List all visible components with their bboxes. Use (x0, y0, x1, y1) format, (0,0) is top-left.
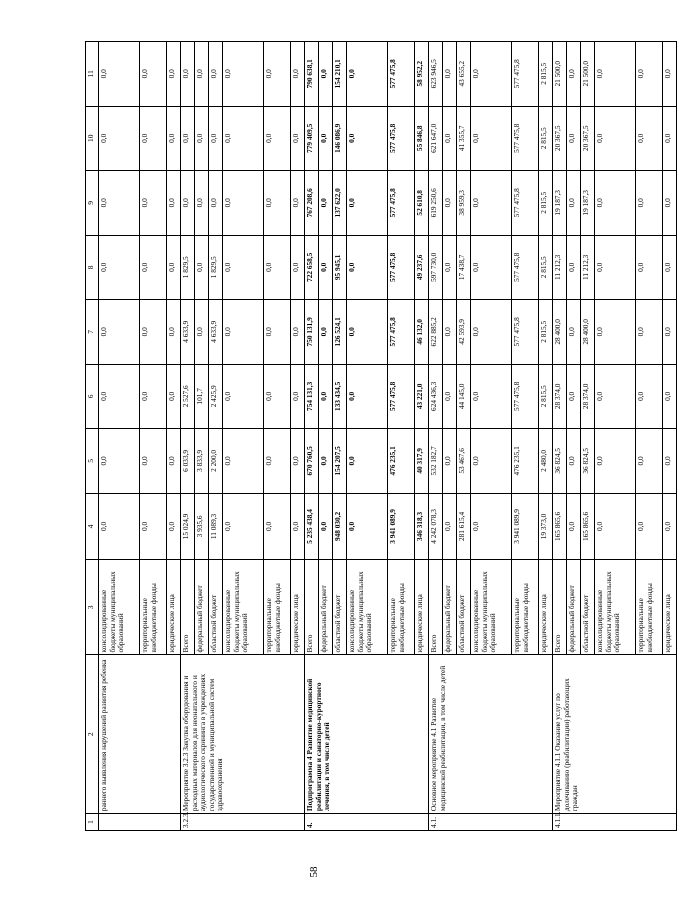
amount-cell: 41 355,7 (457, 106, 471, 171)
funding-source: федеральный бюджет (195, 560, 209, 655)
amount-cell: 0,0 (291, 42, 305, 107)
amount-cell: 0,0 (264, 42, 291, 107)
amount-cell: 0,0 (567, 42, 581, 107)
amount-cell: 0,0 (567, 300, 581, 365)
amount-cell: 133 434,5 (333, 364, 347, 429)
amount-cell: 577 475,8 (388, 171, 415, 236)
amount-cell: 0,0 (347, 429, 388, 494)
amount-cell: 722 658,5 (305, 235, 319, 300)
amount-cell: 624 436,3 (429, 364, 443, 429)
amount-cell: 0,0 (347, 364, 388, 429)
header-cell: 2 (86, 655, 99, 814)
amount-cell: 0,0 (595, 429, 636, 494)
amount-cell: 0,0 (636, 106, 663, 171)
header-cell: 9 (86, 171, 99, 236)
amount-cell: 0,0 (471, 429, 512, 494)
funding-source: областной бюджет (209, 560, 223, 655)
amount-cell: 577 475,8 (388, 106, 415, 171)
amount-cell: 0,0 (443, 493, 457, 560)
item-number: 3.2.3. (181, 814, 305, 831)
funding-source: областной бюджет (333, 560, 347, 655)
table-row (99, 42, 140, 831)
amount-cell: 0,0 (567, 106, 581, 171)
amount-cell: 0,0 (595, 364, 636, 429)
amount-cell: 53 467,6 (457, 429, 471, 494)
amount-cell: 0,0 (663, 235, 677, 300)
amount-cell: 28 400,0 (581, 300, 595, 365)
amount-cell: 40 317,9 (415, 429, 429, 494)
amount-cell: 2 425,9 (209, 364, 223, 429)
amount-cell: 0,0 (140, 42, 167, 107)
amount-cell: 2 815,5 (539, 171, 553, 236)
item-name: Подпрограмма 4 Развитие медицинской реабилитации и санаторно-курортного лечения, в том числе детей (305, 655, 429, 814)
amount-cell: 44 145,0 (457, 364, 471, 429)
amount-cell: 0,0 (663, 364, 677, 429)
amount-cell: 0,0 (195, 42, 209, 107)
item-name: Мероприятие 4.1.1 Оказание услуг по долечиванию (реабилитации) работающих граждан (553, 655, 677, 814)
amount-cell: 28 374,0 (553, 364, 567, 429)
amount-cell: 0,0 (636, 235, 663, 300)
amount-cell: 17 438,7 (457, 235, 471, 300)
amount-cell: 0,0 (181, 42, 195, 107)
amount-cell: 0,0 (223, 235, 264, 300)
amount-cell: 0,0 (347, 493, 388, 560)
amount-cell: 0,0 (595, 106, 636, 171)
amount-cell: 0,0 (99, 300, 140, 365)
amount-cell: 38 959,3 (457, 171, 471, 236)
amount-cell: 0,0 (223, 171, 264, 236)
amount-cell: 532 182,7 (429, 429, 443, 494)
item-number: 4. (305, 814, 429, 831)
amount-cell: 28 400,0 (553, 300, 567, 365)
amount-cell: 2 815,5 (539, 106, 553, 171)
amount-cell: 0,0 (291, 171, 305, 236)
amount-cell: 754 131,3 (305, 364, 319, 429)
amount-cell: 0,0 (167, 106, 181, 171)
amount-cell: 0,0 (264, 106, 291, 171)
amount-cell: 0,0 (567, 364, 581, 429)
amount-cell: 0,0 (347, 300, 388, 365)
amount-cell: 0,0 (264, 300, 291, 365)
amount-cell: 0,0 (567, 171, 581, 236)
amount-cell: 0,0 (636, 364, 663, 429)
amount-cell: 42 593,9 (457, 300, 471, 365)
amount-cell: 622 885,2 (429, 300, 443, 365)
amount-cell: 11 212,3 (581, 235, 595, 300)
amount-cell: 21 500,0 (553, 42, 567, 107)
amount-cell: 281 615,4 (457, 493, 471, 560)
amount-cell: 0,0 (195, 171, 209, 236)
header-cell: 7 (86, 300, 99, 365)
amount-cell: 0,0 (319, 429, 333, 494)
amount-cell: 0,0 (567, 429, 581, 494)
funding-source: юридические лица (663, 560, 677, 655)
amount-cell: 52 610,8 (415, 171, 429, 236)
amount-cell: 0,0 (595, 42, 636, 107)
amount-cell: 55 846,8 (415, 106, 429, 171)
amount-cell: 0,0 (167, 364, 181, 429)
amount-cell: 597 730,0 (429, 235, 443, 300)
amount-cell: 577 475,8 (388, 42, 415, 107)
amount-cell: 0,0 (443, 171, 457, 236)
funding-source: территориальные внебюджетные фонды (388, 560, 415, 655)
amount-cell: 948 030,2 (333, 493, 347, 560)
funding-source: юридические лица (167, 560, 181, 655)
amount-cell: 0,0 (471, 171, 512, 236)
amount-cell: 577 475,8 (512, 300, 539, 365)
amount-cell: 0,0 (443, 235, 457, 300)
amount-cell: 0,0 (181, 171, 195, 236)
amount-cell: 0,0 (595, 235, 636, 300)
amount-cell: 6 033,9 (181, 429, 195, 494)
amount-cell: 0,0 (195, 300, 209, 365)
amount-cell: 767 208,6 (305, 171, 319, 236)
header-cell: 3 (86, 560, 99, 655)
amount-cell: 3 935,6 (195, 493, 209, 560)
funding-source: Всего (305, 560, 319, 655)
amount-cell: 2 815,5 (539, 300, 553, 365)
funding-source: федеральный бюджет (567, 560, 581, 655)
amount-cell: 670 760,5 (305, 429, 319, 494)
header-cell: 1 (86, 814, 99, 831)
table-row (553, 42, 567, 831)
amount-cell: 0,0 (347, 171, 388, 236)
amount-cell: 0,0 (471, 493, 512, 560)
amount-cell: 0,0 (595, 171, 636, 236)
funding-source: Всего (181, 560, 195, 655)
amount-cell: 0,0 (264, 171, 291, 236)
amount-cell: 0,0 (636, 42, 663, 107)
amount-cell: 0,0 (195, 235, 209, 300)
table-row (429, 42, 443, 831)
amount-cell: 623 946,5 (429, 42, 443, 107)
amount-cell: 0,0 (636, 429, 663, 494)
amount-cell: 0,0 (99, 42, 140, 107)
rotated-page (85, 41, 672, 831)
amount-cell: 0,0 (319, 171, 333, 236)
amount-cell: 0,0 (443, 364, 457, 429)
amount-cell: 19 187,3 (553, 171, 567, 236)
amount-cell: 0,0 (663, 429, 677, 494)
amount-cell: 3 941 089,9 (512, 493, 539, 560)
amount-cell: 0,0 (636, 493, 663, 560)
amount-cell: 0,0 (471, 106, 512, 171)
item-number: 4.1.1. (553, 814, 677, 831)
amount-cell: 0,0 (663, 300, 677, 365)
page-number: 58 (308, 866, 320, 878)
amount-cell: 1 829,5 (181, 235, 195, 300)
amount-cell: 0,0 (471, 300, 512, 365)
amount-cell: 0,0 (443, 300, 457, 365)
funding-source: областной бюджет (581, 560, 595, 655)
amount-cell: 0,0 (319, 493, 333, 560)
amount-cell: 0,0 (140, 106, 167, 171)
item-name: Основное мероприятие 4.1 Развитие медицинской реабилитации, в том числе детей (429, 655, 553, 814)
amount-cell: 20 367,5 (553, 106, 567, 171)
amount-cell: 28 374,0 (581, 364, 595, 429)
amount-cell: 476 235,1 (388, 429, 415, 494)
amount-cell: 4 242 078,3 (429, 493, 443, 560)
amount-cell: 0,0 (264, 235, 291, 300)
budget-table (85, 41, 677, 831)
amount-cell: 3 941 089,9 (388, 493, 415, 560)
amount-cell: 0,0 (223, 42, 264, 107)
amount-cell: 0,0 (99, 106, 140, 171)
amount-cell: 101,7 (195, 364, 209, 429)
amount-cell: 0,0 (140, 300, 167, 365)
amount-cell: 0,0 (291, 106, 305, 171)
amount-cell: 21 500,0 (581, 42, 595, 107)
amount-cell: 0,0 (99, 364, 140, 429)
amount-cell: 19 187,3 (581, 171, 595, 236)
amount-cell: 0,0 (167, 42, 181, 107)
amount-cell: 0,0 (291, 429, 305, 494)
amount-cell: 58 952,2 (415, 42, 429, 107)
amount-cell: 4 633,9 (209, 300, 223, 365)
funding-source: Всего (429, 560, 443, 655)
table-body (99, 42, 677, 831)
amount-cell: 577 475,8 (512, 106, 539, 171)
amount-cell: 0,0 (471, 235, 512, 300)
amount-cell: 126 524,1 (333, 300, 347, 365)
amount-cell: 2 527,6 (181, 364, 195, 429)
amount-cell: 0,0 (99, 429, 140, 494)
amount-cell: 0,0 (595, 493, 636, 560)
amount-cell: 36 824,5 (553, 429, 567, 494)
amount-cell: 0,0 (167, 300, 181, 365)
amount-cell: 0,0 (291, 300, 305, 365)
amount-cell: 621 647,0 (429, 106, 443, 171)
amount-cell: 0,0 (223, 493, 264, 560)
amount-cell: 137 622,0 (333, 171, 347, 236)
header-cell: 5 (86, 429, 99, 494)
amount-cell: 0,0 (471, 42, 512, 107)
item-name: раннего выявления нарушений развития ребенка (99, 655, 181, 814)
amount-cell: 0,0 (99, 493, 140, 560)
amount-cell: 0,0 (319, 235, 333, 300)
amount-cell: 11 089,3 (209, 493, 223, 560)
header-cell: 4 (86, 493, 99, 560)
funding-source: территориальные внебюджетные фонды (512, 560, 539, 655)
funding-source: консолидированные бюджеты муниципальных образований (99, 560, 140, 655)
amount-cell: 0,0 (181, 106, 195, 171)
funding-source: консолидированные бюджеты муниципальных образований (595, 560, 636, 655)
amount-cell: 0,0 (443, 106, 457, 171)
funding-source: областной бюджет (457, 560, 471, 655)
amount-cell: 577 475,8 (388, 300, 415, 365)
amount-cell: 146 086,9 (333, 106, 347, 171)
funding-source: территориальные внебюджетные фонды (140, 560, 167, 655)
header-cell: 10 (86, 106, 99, 171)
amount-cell: 19 373,0 (539, 493, 553, 560)
amount-cell: 2 815,5 (539, 364, 553, 429)
amount-cell: 0,0 (636, 171, 663, 236)
amount-cell: 3 833,9 (195, 429, 209, 494)
amount-cell: 0,0 (347, 42, 388, 107)
amount-cell: 2 815,5 (539, 235, 553, 300)
header-cell: 11 (86, 42, 99, 107)
amount-cell: 0,0 (99, 171, 140, 236)
amount-cell: 0,0 (663, 493, 677, 560)
amount-cell: 2 200,0 (209, 429, 223, 494)
amount-cell: 0,0 (140, 364, 167, 429)
header-cell: 8 (86, 235, 99, 300)
amount-cell: 43 221,0 (415, 364, 429, 429)
amount-cell: 0,0 (167, 235, 181, 300)
amount-cell: 0,0 (443, 42, 457, 107)
amount-cell: 0,0 (209, 171, 223, 236)
funding-source: территориальные внебюджетные фонды (636, 560, 663, 655)
amount-cell: 0,0 (567, 493, 581, 560)
amount-cell: 619 250,6 (429, 171, 443, 236)
amount-cell: 165 865,6 (581, 493, 595, 560)
amount-cell: 0,0 (291, 235, 305, 300)
amount-cell: 0,0 (319, 42, 333, 107)
amount-cell: 0,0 (140, 171, 167, 236)
table-row (181, 42, 195, 831)
funding-source: юридические лица (291, 560, 305, 655)
item-number (99, 814, 181, 831)
amount-cell: 11 212,3 (553, 235, 567, 300)
amount-cell: 0,0 (167, 493, 181, 560)
amount-cell: 0,0 (209, 106, 223, 171)
amount-cell: 0,0 (195, 106, 209, 171)
amount-cell: 154 210,1 (333, 42, 347, 107)
amount-cell: 0,0 (347, 106, 388, 171)
amount-cell: 0,0 (319, 364, 333, 429)
amount-cell: 2 815,5 (539, 42, 553, 107)
amount-cell: 790 638,1 (305, 42, 319, 107)
amount-cell: 154 207,5 (333, 429, 347, 494)
amount-cell: 165 865,6 (553, 493, 567, 560)
amount-cell: 1 829,5 (209, 235, 223, 300)
amount-cell: 779 409,5 (305, 106, 319, 171)
amount-cell: 0,0 (663, 171, 677, 236)
amount-cell: 0,0 (347, 235, 388, 300)
amount-cell: 0,0 (167, 171, 181, 236)
amount-cell: 577 475,8 (388, 235, 415, 300)
amount-cell: 0,0 (319, 300, 333, 365)
amount-cell: 0,0 (319, 106, 333, 171)
funding-source: консолидированные бюджеты муниципальных образований (223, 560, 264, 655)
amount-cell: 46 132,0 (415, 300, 429, 365)
amount-cell: 49 237,6 (415, 235, 429, 300)
amount-cell: 20 367,5 (581, 106, 595, 171)
amount-cell: 0,0 (209, 42, 223, 107)
header-row (86, 42, 99, 831)
funding-source: консолидированные бюджеты муниципальных образований (471, 560, 512, 655)
amount-cell: 0,0 (291, 493, 305, 560)
amount-cell: 36 824,5 (581, 429, 595, 494)
amount-cell: 43 655,2 (457, 42, 471, 107)
amount-cell: 0,0 (663, 106, 677, 171)
amount-cell: 0,0 (140, 429, 167, 494)
amount-cell: 0,0 (443, 429, 457, 494)
item-name: Мероприятие 3.2.3 Закупка оборудования и расходных материалов для неонатального и аудиологического скрининга в учреждениях государственной и муниципальной систем здравоохранения (181, 655, 305, 814)
amount-cell: 577 475,8 (388, 364, 415, 429)
amount-cell: 0,0 (223, 364, 264, 429)
amount-cell: 2 480,0 (539, 429, 553, 494)
amount-cell: 0,0 (223, 106, 264, 171)
amount-cell: 5 235 438,4 (305, 493, 319, 560)
amount-cell: 0,0 (264, 493, 291, 560)
funding-source: федеральный бюджет (319, 560, 333, 655)
amount-cell: 750 131,9 (305, 300, 319, 365)
amount-cell: 577 475,8 (512, 171, 539, 236)
amount-cell: 0,0 (567, 235, 581, 300)
funding-source: юридические лица (539, 560, 553, 655)
amount-cell: 15 024,9 (181, 493, 195, 560)
amount-cell: 0,0 (223, 429, 264, 494)
amount-cell: 0,0 (595, 300, 636, 365)
amount-cell: 95 945,1 (333, 235, 347, 300)
amount-cell: 0,0 (99, 235, 140, 300)
amount-cell: 0,0 (264, 429, 291, 494)
amount-cell: 0,0 (291, 364, 305, 429)
amount-cell: 0,0 (636, 300, 663, 365)
amount-cell: 0,0 (140, 493, 167, 560)
amount-cell: 0,0 (140, 235, 167, 300)
header-cell: 6 (86, 364, 99, 429)
item-number: 4.1. (429, 814, 553, 831)
amount-cell: 476 235,1 (512, 429, 539, 494)
amount-cell: 577 475,8 (512, 235, 539, 300)
amount-cell: 4 633,9 (181, 300, 195, 365)
funding-source: консолидированные бюджеты муниципальных образований (347, 560, 388, 655)
amount-cell: 0,0 (167, 429, 181, 494)
funding-source: федеральный бюджет (443, 560, 457, 655)
amount-cell: 577 475,8 (512, 42, 539, 107)
amount-cell: 346 318,3 (415, 493, 429, 560)
amount-cell: 577 475,8 (512, 364, 539, 429)
amount-cell: 0,0 (663, 42, 677, 107)
funding-source: Всего (553, 560, 567, 655)
amount-cell: 0,0 (264, 364, 291, 429)
funding-source: юридические лица (415, 560, 429, 655)
funding-source: территориальные внебюджетные фонды (264, 560, 291, 655)
amount-cell: 0,0 (471, 364, 512, 429)
table-row (305, 42, 319, 831)
amount-cell: 0,0 (223, 300, 264, 365)
